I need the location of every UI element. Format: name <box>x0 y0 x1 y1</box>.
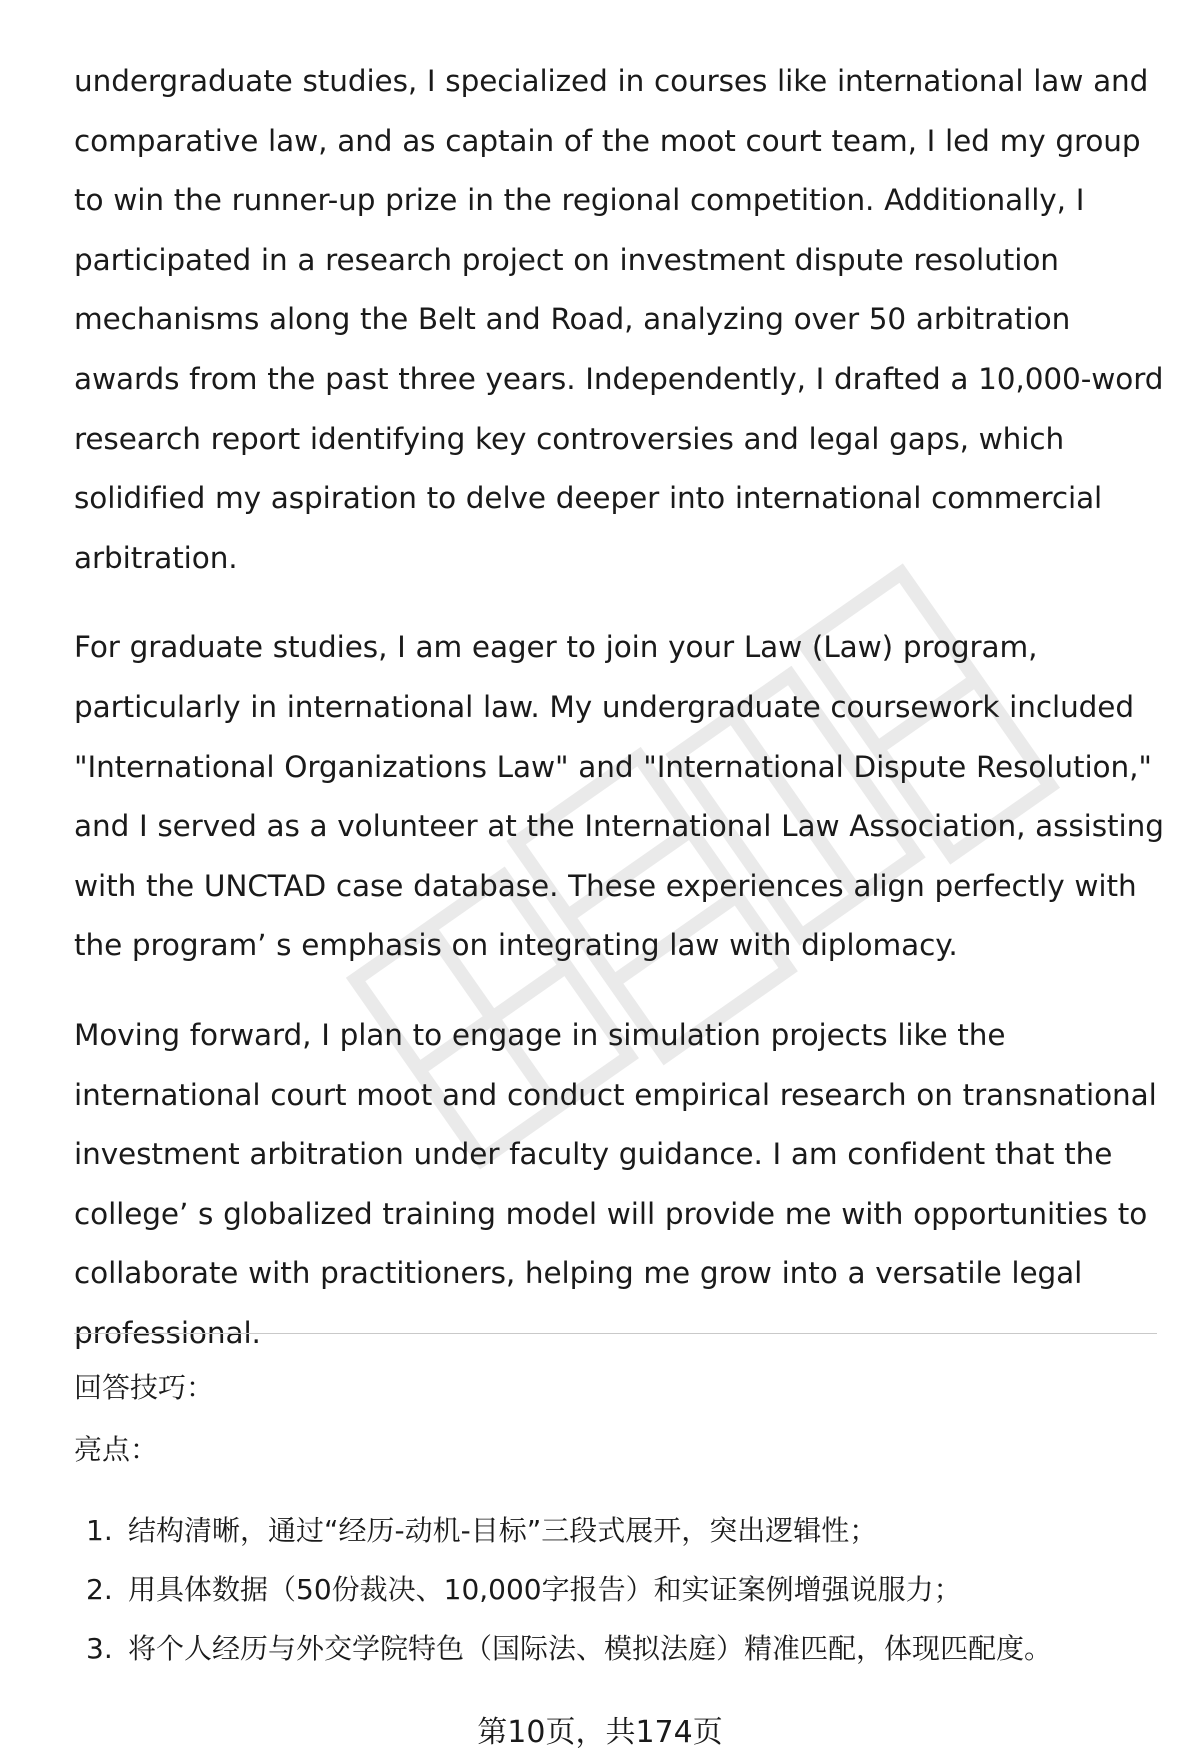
page-number: 第10页，共174页 <box>477 1715 723 1750</box>
list-item-text: 用具体数据（50份裁决、10,000字报告）和实证案例增强说服力； <box>128 1573 962 1606</box>
tips-heading: 回答技巧： <box>74 1371 215 1404</box>
essay-paragraph-2: For graduate studies, I am eager to join your Law (Law) program, particularly in international law. My undergraduate coursework included "International Organizations Law" and "International Dispute Resolution," and I served as a volunteer at the International Law Association, assisting with the UNCTAD case database. These experiences align perfectly with the program’ s emphasis on integrating law with diplomacy. <box>74 630 1164 963</box>
list-item-number: 1. <box>86 1514 113 1547</box>
list-item-text: 将个人经历与外交学院特色（国际法、模拟法庭）精准匹配，体现匹配度。 <box>128 1632 1053 1665</box>
essay-body <box>74 52 1164 1393</box>
essay-paragraph-1: undergraduate studies, I specialized in courses like international law and comparative law, and as captain of the moot court team, I led my group to win the runner-up prize in the regional competition. Additionally, I participated in a research project on investment dispute resolution mechanisms along the Belt and Road, analyzing over 50 arbitration awards from the past three years. Independently, I drafted a 10,000-word research report identifying key controversies and legal gaps, which solidified my aspiration to delve deeper into international commercial arbitration. <box>74 64 1164 575</box>
list-item <box>74 1630 1164 1668</box>
list-item-number: 3. <box>86 1632 113 1665</box>
section-divider <box>74 1333 1157 1334</box>
essay-paragraph-3: Moving forward, I plan to engage in simulation projects like the international court moot and conduct empirical research on transnational investment arbitration under faculty guidance. I am confident that the college’ s globalized training model will provide me with opportunities to collaborate with practitioners, helping me grow into a versatile legal professional. <box>74 1017 1157 1350</box>
list-item-text: 结构清晰，通过“经历-动机-目标”三段式展开，突出逻辑性； <box>128 1514 878 1547</box>
list-item <box>74 1512 1164 1550</box>
list-item <box>74 1571 1164 1609</box>
list-item-number: 2. <box>86 1573 113 1606</box>
answer-tips-section <box>74 1369 1164 1689</box>
highlights-heading: 亮点： <box>74 1433 159 1466</box>
highlights-list <box>74 1512 1164 1668</box>
